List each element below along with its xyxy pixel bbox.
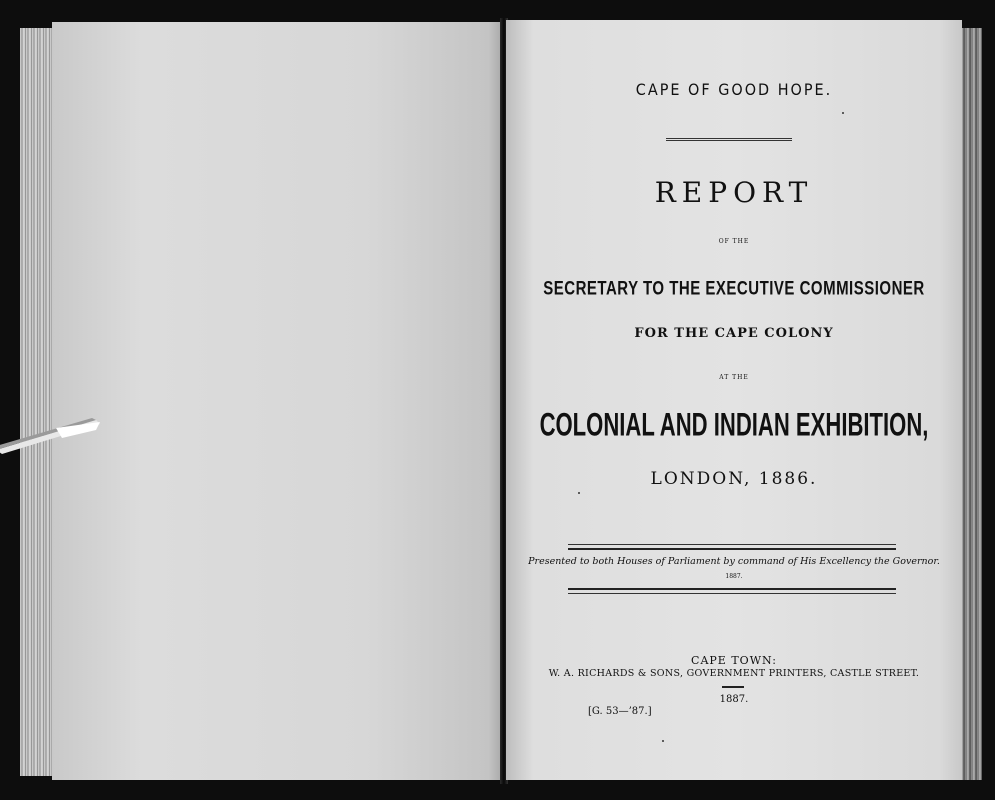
secretary-line: SECRETARY TO THE EXECUTIVE COMMISSIONER <box>543 277 925 300</box>
title-page <box>506 20 962 780</box>
left-page-blank <box>52 22 502 780</box>
of-the-text: OF THE <box>718 238 750 245</box>
decorative-rule <box>568 544 896 545</box>
pointer-icon <box>0 416 104 454</box>
paper-speck <box>662 740 664 742</box>
imprint-year: 1887. <box>719 694 749 705</box>
decorative-rule <box>568 548 896 550</box>
colony-line: FOR THE CAPE COLONY <box>634 326 834 341</box>
imprint-printers: W. A. RICHARDS & SONS, GOVERNMENT PRINTERS, CASTLE STREET. <box>548 668 920 679</box>
presented-statement: Presented to both Houses of Parliament by command of His Excellency the Governor. <box>528 556 940 567</box>
decorative-rule <box>722 686 744 688</box>
exhibition-line: COLONIAL AND INDIAN EXHIBITION, <box>539 407 929 444</box>
decorative-rule <box>568 588 896 590</box>
paper-speck <box>578 492 580 494</box>
right-page-edges <box>960 28 982 780</box>
decorative-rule <box>666 138 792 141</box>
document-reference: [G. 53—’87.] <box>588 706 652 717</box>
place-year: LONDON, 1886. <box>650 469 818 489</box>
paper-speck <box>842 112 844 114</box>
report-title: REPORT <box>654 176 814 209</box>
at-the-text: AT THE <box>719 374 749 381</box>
imprint-city: CAPE TOWN: <box>691 654 777 667</box>
presented-year: 1887. <box>725 573 743 580</box>
country-heading: CAPE OF GOOD HOPE. <box>635 80 833 99</box>
decorative-rule <box>568 593 896 594</box>
